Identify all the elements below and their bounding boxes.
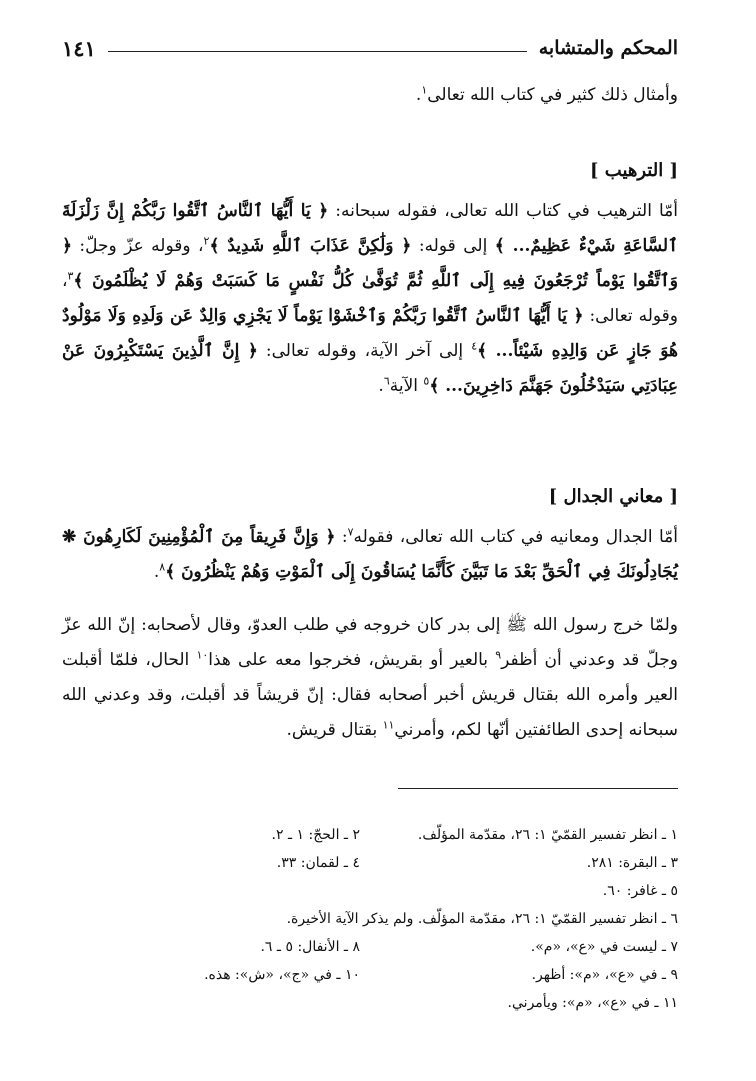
footnote-item: ٦ ـ انظر تفسير القمّيّ ١: ٢٦، مقدّمة المؤلّف. ولم يذكر الآية الأخيرة. — [286, 911, 678, 927]
page-number: ١٤١ — [62, 35, 96, 61]
quran-verse: ﴿ وَٱتَّقُوا يَوْماً تُرْجَعُونَ فِيهِ إِلَى ٱللَّهِ ثُمَّ تُوَفَّىٰ كُلُّ نَفْسٍ مَا كَسَبَتْ وَهُمْ لَا يُظْلَمُونَ ﴾ — [62, 236, 678, 291]
footnote-item: ١ ـ انظر تفسير القمّيّ ١: ٢٦، مقدّمة المؤلّف. — [417, 827, 678, 843]
footnote-separator — [398, 788, 678, 789]
footnote-row — [62, 990, 678, 1016]
body-text: الآية — [389, 376, 418, 396]
footnote-ref: ٧ — [347, 525, 354, 539]
intro-paragraph: وأمثال ذلك كثير في كتاب الله تعالى$^١$. — [415, 83, 678, 105]
body-text: ، وقوله عزّ وجلّ: — [79, 236, 204, 256]
footnote-row — [62, 962, 678, 988]
quran-verse: ﴿ يَا أَيُّهَا ٱلنَّاسُ ٱتَّقُوا رَبَّكُمْ إِنَّ زَلْزَلَةَ ٱلسَّاعَةِ شَيْءٌ عَظِيمٌ... ﴾ — [62, 201, 679, 256]
quran-verse: ﴿ إِنَّ ٱلَّذِينَ يَسْتَكْبِرُونَ عَنْ عِبَادَتِي سَيَدْخُلُونَ جَهَنَّمَ دَاخِرِينَ... ﴾ — [62, 341, 678, 396]
quran-verse: ﴿ وَلَٰكِنَّ عَذَابَ ٱللَّهِ شَدِيدٌ ﴾ — [209, 236, 412, 256]
intro-text: وأمثال ذلك كثير في كتاب الله تعالى — [427, 85, 678, 105]
body-text: بالعير أو بقريش، فخرجوا معه على هذا — [208, 650, 489, 670]
body-text: ، وقوله تعالى: — [62, 271, 678, 326]
footnote-item: ١١ ـ في «ع»، «م»: ويأمرني. — [507, 995, 678, 1011]
body-text: ولمّا خرج رسول الله ﷺ إلى بدر كان خروجه في طلب العدوّ، وقال لأصحابه: إنّ الله عزّ وجلّ قد وعدني أن أظفر — [62, 615, 679, 670]
body-text: إلى قوله: — [418, 236, 488, 256]
footnote-ref: ٨ — [159, 560, 166, 574]
running-title: المحكم والمتشابه — [538, 37, 678, 59]
footnote-item: ٤ ـ لقمان: ٣٣. — [276, 855, 360, 871]
footnote-item: ١٠ ـ في «ج»، «ش»: هذه. — [204, 967, 360, 983]
footnote-ref: ٣ — [67, 269, 74, 283]
footnote-item: ٨ ـ الأنفال: ٥ ـ ٦. — [260, 939, 360, 955]
footnote-row — [62, 906, 678, 932]
footnote-row — [62, 822, 678, 848]
footnote-row — [62, 878, 678, 904]
footnote-ref: ٤ — [471, 339, 478, 353]
footnote-row — [62, 850, 678, 876]
quran-verse: ﴿ يَا أَيُّهَا ٱلنَّاسُ ٱتَّقُوا رَبَّكُمْ وَٱخْشَوْا يَوْماً لَا يَجْزِي وَالِدٌ عَن وَلَدِهِ وَلَا مَوْلُودٌ هُوَ جَازٍ عَن وَالِدِهِ شَيْئاً... ﴾ — [62, 306, 678, 361]
section-heading-tarhib: [ الترهيب ] — [589, 160, 678, 181]
footnote-item: ٢ ـ الحجّ: ١ ـ ٢. — [271, 827, 360, 843]
footnote-ref: ١١ — [382, 718, 395, 732]
body-text: أمّا الجدال ومعانيه في كتاب الله تعالى، فقوله — [353, 527, 678, 547]
body-text: إلى آخر الآية، وقوله تعالى: — [265, 341, 464, 361]
body-text: : — [341, 527, 348, 547]
footnote-ref: ٥ — [423, 374, 430, 388]
running-header — [62, 30, 678, 66]
footnote-ref: ٩ — [495, 648, 502, 662]
footnote-item: ٩ ـ في «ع»، «م»: أظهر. — [531, 967, 678, 983]
header-rule — [108, 51, 527, 52]
tarhib-paragraph: أمّا الترهيب في كتاب الله تعالى، فقوله سبحانه: ﴿ يَا أَيُّهَا ٱلنَّاسُ ٱتَّقُوا رَبَّكُمْ إِنَّ زَلْزَلَةَ ٱلسَّاعَةِ شَيْءٌ عَظِيمٌ... ﴾ إلى قوله: ﴿ وَلَٰكِنَّ عَذَابَ ٱللَّهِ شَدِيدٌ ﴾$^٢$، وقوله عزّ وجلّ: ﴿ وَٱتَّقُوا يَوْماً تُرْجَعُونَ فِيهِ إِلَى ٱللَّهِ ثُمَّ تُوَفَّىٰ كُلُّ نَفْسٍ مَا كَسَبَتْ وَهُمْ لَا يُظْلَمُونَ ﴾$^٣$، وقوله تعالى: ﴿ يَا أَيُّهَا ٱلنَّاسُ ٱتَّقُوا رَبَّكُمْ وَٱخْشَوْا يَوْماً لَا يَجْزِي وَالِدٌ عَن وَلَدِهِ وَلَا مَوْلُودٌ هُوَ جَازٍ عَن وَالِدِهِ شَيْئاً... ﴾$^٤$ إلى آخر الآية، وقوله تعالى: ﴿ إِنَّ ٱلَّذِينَ يَسْتَكْبِرُونَ عَنْ عِبَادَتِي سَيَدْخُلُونَ جَهَنَّمَ دَاخِرِينَ... ﴾$^٥$ الآية$^٦$. — [62, 201, 679, 396]
footnote-item: ٥ ـ غافر: ٦٠. — [602, 883, 678, 899]
footnote-ref: ٦ — [383, 374, 390, 388]
footnote-item: ٣ ـ البقرة: ٢٨١. — [586, 855, 678, 871]
jidal-paragraph: أمّا الجدال ومعانيه في كتاب الله تعالى، فقوله$^٧$: ﴿ وَإِنَّ فَرِيقاً مِنَ ٱلْمُؤْمِنِينَ لَكَارِهُونَ ❋ يُجَادِلُونَكَ فِي ٱلْحَقِّ بَعْدَ مَا تَبَيَّنَ كَأَنَّمَا يُسَاقُونَ إِلَى ٱلْمَوْتِ وَهُمْ يَنْظُرُونَ ﴾$^٨$. — [62, 525, 678, 582]
section-heading-jidal: [ معاني الجدال ] — [548, 486, 678, 507]
footnote-ref: ١ — [421, 83, 428, 97]
body-text: أمّا الترهيب في كتاب الله تعالى، فقوله سبحانه: — [335, 201, 679, 221]
badr-paragraph — [62, 608, 678, 748]
body-text: بقتال قريش. — [286, 720, 378, 740]
body-text: الحال، فلمّا أقبلت العير وأمره الله بقتال قريش أخبر أصحابه فقال: إنّ قريشاً قد أقبلت، وقد وعدني الله سبحانه إحدى الطائفتين أنّها لكم، وأمرني — [62, 650, 678, 740]
footnote-item: ٧ ـ ليست في «ع»، «م». — [530, 939, 678, 955]
footnote-ref: ١٠ — [196, 648, 209, 662]
footnote-ref: ٢ — [203, 234, 210, 248]
quran-verse: ﴿ وَإِنَّ فَرِيقاً مِنَ ٱلْمُؤْمِنِينَ لَكَارِهُونَ ❋ يُجَادِلُونَكَ فِي ٱلْحَقِّ بَعْدَ مَا تَبَيَّنَ كَأَنَّمَا يُسَاقُونَ إِلَى ٱلْمَوْتِ وَهُمْ يَنْظُرُونَ ﴾ — [62, 527, 678, 582]
footnote-row — [62, 934, 678, 960]
